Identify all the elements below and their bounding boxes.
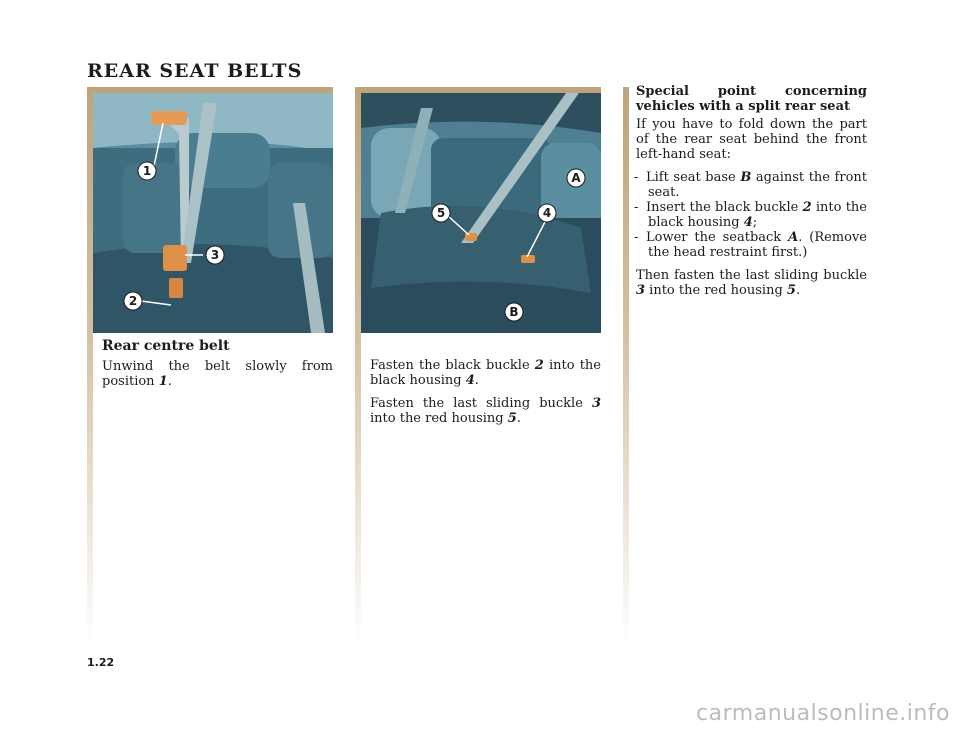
reference-number: 2 [802,200,812,215]
page-title: REAR SEAT BELTS [87,60,303,82]
text-run: ; [752,215,758,230]
text-run: . (Remove the head restraint first.) [648,230,867,260]
list-item [636,170,867,200]
list-dash: - [634,170,639,185]
text-run: . [474,373,479,388]
callout-5 [432,204,450,222]
figure-rear-centre-belt [93,93,333,333]
section-heading-rear-centre-belt: Rear centre belt [102,338,230,354]
section-heading-split-rear-seat: Special point concerning vehicles with a split rear seat [636,84,867,114]
callout-A [567,169,585,187]
reference-number: 5 [786,283,796,298]
figure-split-rear-seat-illustration [361,93,601,333]
text-run: Unwind the belt slowly from position [102,359,333,389]
callout-B-label: B [509,305,519,319]
text-run: . [167,374,172,389]
paragraph-fasten-sliding-buckle [370,396,601,426]
callout-B [505,303,523,321]
callout-3-label: 3 [210,248,220,262]
callout-1-label: 1 [142,164,152,178]
paragraph-fasten-black-buckle [370,358,601,388]
paragraph-unwind-belt [102,359,333,389]
reference-number: 1 [158,374,168,389]
reference-number: 3 [636,283,646,298]
callout-3 [206,246,224,264]
column-rule-right [623,87,629,647]
paragraph-fasten-last-buckle [636,268,867,298]
text-run: into the red housing [370,411,508,426]
callout-4-label: 4 [542,206,552,220]
callout-4 [538,204,556,222]
text-run: Fasten the last sliding buckle [370,396,592,411]
reference-number: 4 [465,373,475,388]
text-run: into the black housing [648,200,867,230]
callout-1 [138,162,156,180]
watermark: carmanualsonline.info [696,701,950,726]
page-number: 1.22 [87,656,115,669]
text-run: . [795,283,801,298]
list-dash: - [634,200,639,215]
reference-number: 5 [507,411,517,426]
column-1-text [102,339,333,397]
list-item [636,200,867,230]
list-item [636,230,867,260]
text-run: . [516,411,521,426]
reference-number: 4 [743,215,753,230]
reference-number: 2 [534,358,544,373]
callout-2-label: 2 [128,294,138,308]
text-run: Insert the black buckle [646,200,803,215]
text-run: into the red housing [645,283,787,298]
column-2-text [370,358,601,434]
text-run: into the black housing [370,358,601,388]
callout-2 [124,292,142,310]
paragraph-fold-intro: If you have to fold down the part of the rear seat behind the front left-hand seat: [636,117,867,162]
column-3-text [636,84,867,306]
callout-A-label: A [571,171,581,185]
reference-number: 3 [591,396,601,411]
list-dash: - [634,230,639,245]
callout-5-label: 5 [436,206,446,220]
reference-letter: A [788,230,799,245]
text-run: Fasten the black buckle [370,358,535,373]
text-run: Lower the seatback [646,230,789,245]
text-run: Lift seat base [646,170,741,185]
text-run: Then fasten the last sliding buckle [636,268,867,283]
reference-letter: B [740,170,752,185]
figure-split-rear-seat [361,93,601,333]
instruction-list [636,170,867,260]
text-run: against the front seat. [648,170,868,200]
figure-rear-centre-belt-illustration [93,93,333,333]
